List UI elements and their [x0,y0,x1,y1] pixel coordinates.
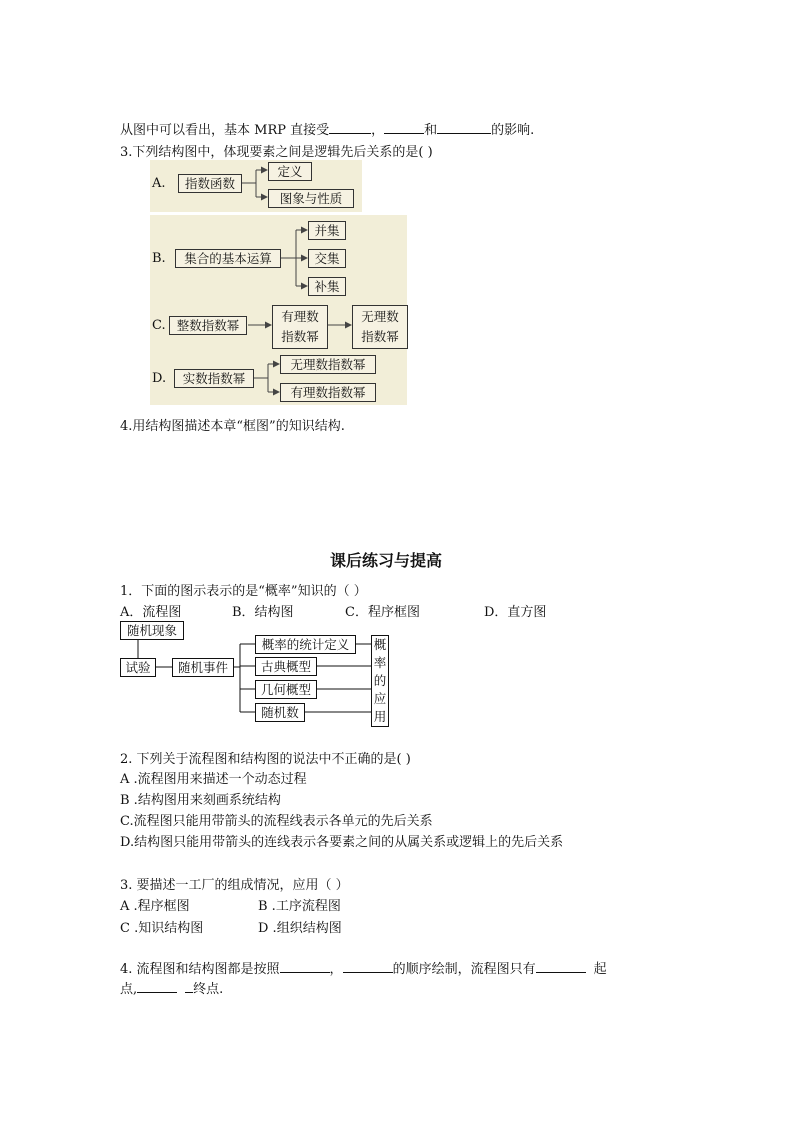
ex1-option-c[interactable]: C．程序框图 [345,605,420,620]
box-definition: 定义 [268,162,312,181]
ex3-option-a[interactable]: A .程序框图 [120,899,190,914]
option-b-letter: B. [152,251,166,266]
ex1-option-a[interactable]: A．流程图 [120,605,182,620]
section-title: 课后练习与提高 [330,551,443,570]
ex1-option-d[interactable]: D．直方图 [484,605,547,620]
box-rational-power-d: 有理数指数幂 [280,383,376,402]
ex2-option-b[interactable]: B .结构图用来刻画系统结构 [120,793,281,808]
mrp-fill-line: 从图中可以看出，基本 MRP 直接受 ， 和 的影响. [120,123,535,138]
ex2-option-d[interactable]: D.结构图只能用带箭头的连线表示各要素之间的从属关系或逻辑上的先后关系 [120,835,564,850]
ex4-blank-2[interactable] [343,960,393,973]
question-4-top: 4.用结构图描述本章“框图”的知识结构. [120,419,345,434]
box-irrational-power: 无理数指数幂 [352,305,408,349]
ex4-blank-5[interactable] [185,980,193,993]
option-c-letter: C. [152,318,166,333]
box-random-event: 随机事件 [172,658,234,677]
ex4-blank-4[interactable] [137,980,177,993]
ex3-question: 3. 要描述一工厂的组成情况，应用（ ） [120,878,349,893]
ex4-line-2: 点, 终点. [120,982,224,997]
box-classical-model: 古典概型 [255,657,317,676]
blank-2[interactable] [384,121,424,134]
box-irrational-power-d: 无理数指数幂 [280,355,376,374]
ex4-line-1: 4. 流程图和结构图都是按照 ， 的顺序绘制，流程图只有 起 [120,962,607,977]
blank-1[interactable] [329,121,371,134]
ex4-blank-1[interactable] [280,960,330,973]
box-experiment: 试验 [120,658,156,677]
box-exponential-function: 指数函数 [178,174,242,193]
option-d-letter: D. [152,371,167,386]
box-rational-power: 有理数指数幂 [272,305,328,349]
blank-3[interactable] [437,121,491,134]
ex4-blank-3[interactable] [536,960,586,973]
box-integer-power: 整数指数幂 [169,316,247,335]
ex3-option-d[interactable]: D .组织结构图 [258,921,342,936]
box-statistical-definition: 概率的统计定义 [255,635,356,654]
box-random-number: 随机数 [255,703,305,722]
ex2-option-a[interactable]: A .流程图用来描述一个动态过程 [120,772,307,787]
box-union: 并集 [308,221,346,240]
ex1-question: 1．下面的图示表示的是“概率”知识的（ ） [120,584,367,599]
ex2-option-c[interactable]: C.流程图只能用带箭头的流程线表示各单元的先后关系 [120,814,433,829]
ex3-option-c[interactable]: C .知识结构图 [120,921,204,936]
box-graph-properties: 图象与性质 [268,189,354,208]
box-real-power: 实数指数幂 [174,369,254,388]
option-a-letter: A. [152,176,166,191]
box-random-phenomenon: 随机现象 [120,621,184,640]
box-complement: 补集 [308,277,346,296]
ex2-question: 2. 下列关于流程图和结构图的说法中不正确的是( ) [120,752,411,767]
question-3-top: 3.下列结构图中，体现要素之间是逻辑先后关系的是( ) [120,145,433,160]
ex3-option-b[interactable]: B .工序流程图 [258,899,341,914]
box-probability-application: 概 率 的 应 用 [371,635,389,727]
box-set-operations: 集合的基本运算 [175,249,281,268]
box-geometric-model: 几何概型 [255,680,317,699]
ex1-option-b[interactable]: B．结构图 [232,605,294,620]
box-intersection: 交集 [308,249,346,268]
